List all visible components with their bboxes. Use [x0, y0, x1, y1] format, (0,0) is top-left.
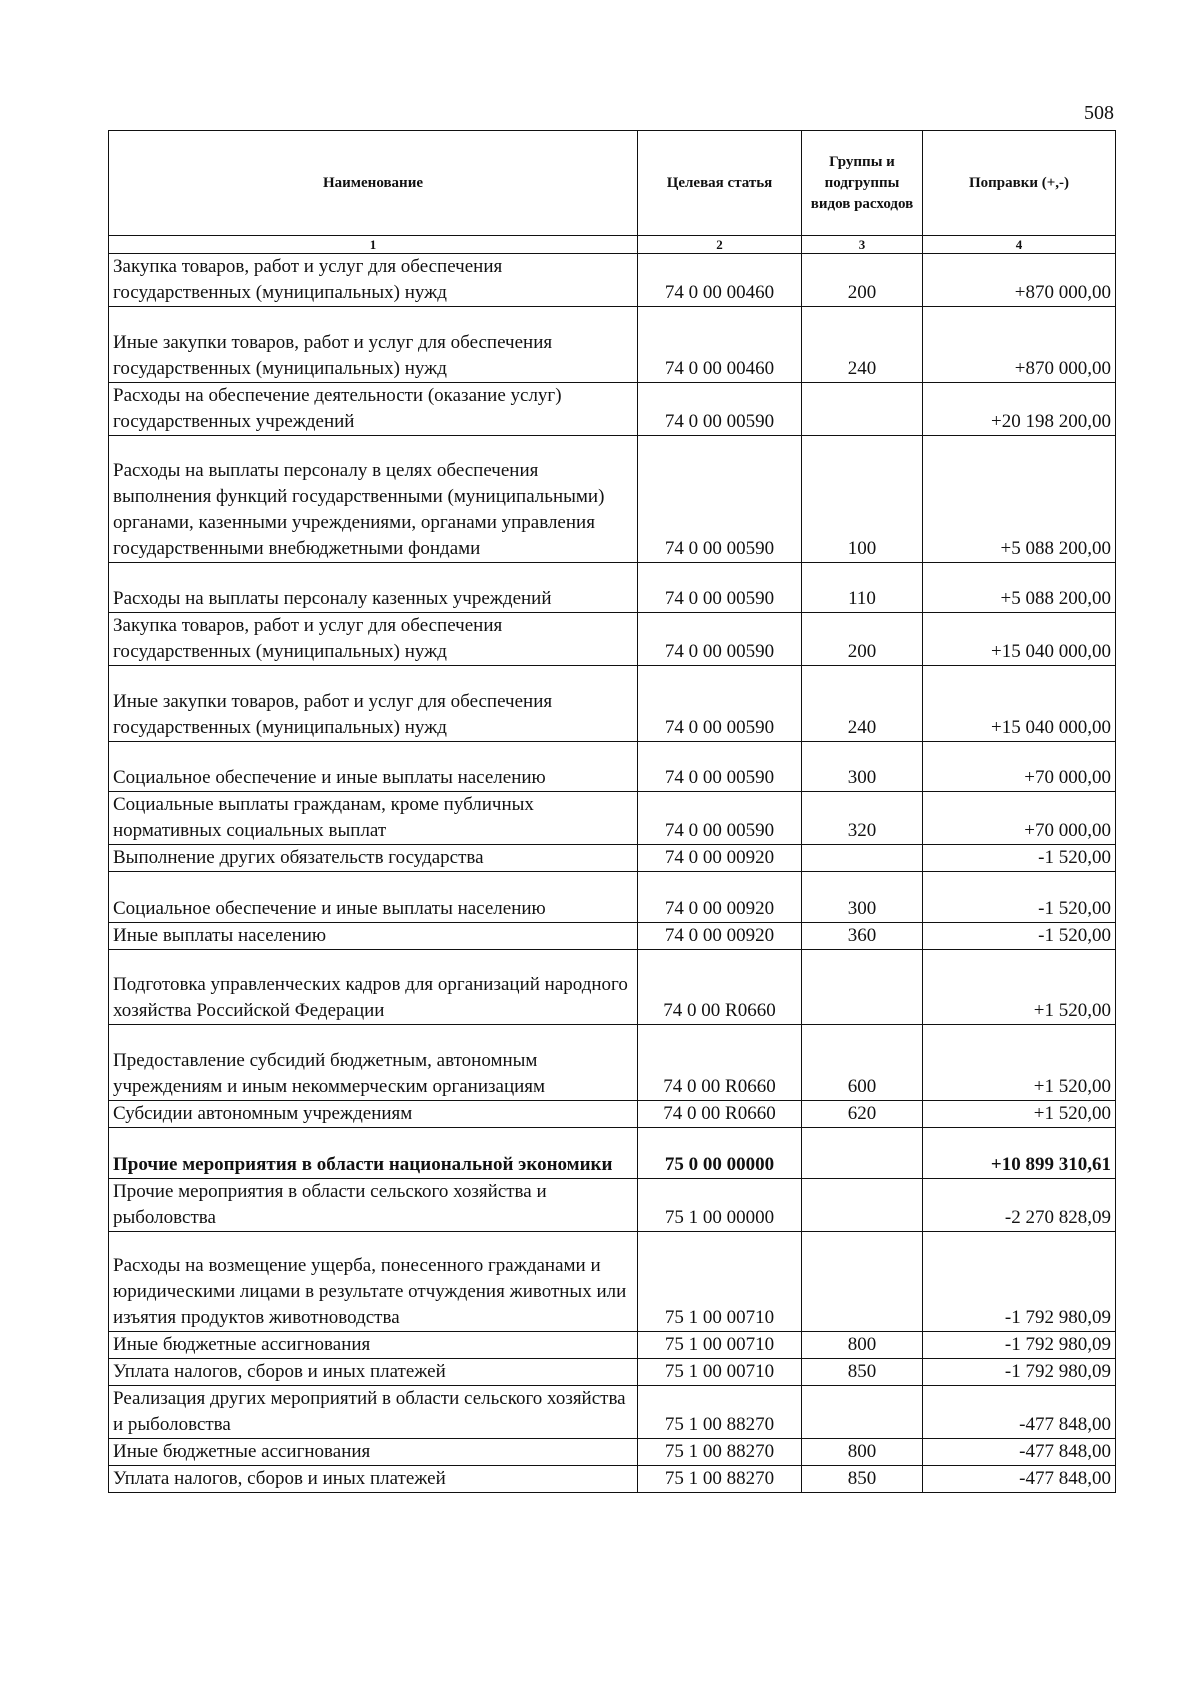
row-group-code: [802, 950, 923, 1025]
table-body: [109, 254, 1116, 1493]
row-amount: +20 198 200,00: [923, 383, 1116, 436]
row-name: Социальное обеспечение и иные выплаты населению: [109, 742, 638, 792]
row-target-code: 74 0 00 00460: [638, 307, 802, 383]
table-row: [109, 1466, 1116, 1493]
row-group-code: 850: [802, 1466, 923, 1493]
table-row: [109, 1025, 1116, 1101]
row-group-code: 100: [802, 436, 923, 563]
table-row: [109, 845, 1116, 872]
row-target-code: 74 0 00 00920: [638, 845, 802, 872]
row-amount: -477 848,00: [923, 1386, 1116, 1439]
row-name: Расходы на возмещение ущерба, понесенного гражданами и юридическими лицами в результате отчуждения животных или изъятия продуктов животноводства: [109, 1232, 638, 1332]
table-row: [109, 1232, 1116, 1332]
row-amount: +1 520,00: [923, 1101, 1116, 1128]
row-group-code: [802, 383, 923, 436]
row-name: Подготовка управленческих кадров для организаций народного хозяйства Российской Федерации: [109, 950, 638, 1025]
row-amount: +15 040 000,00: [923, 613, 1116, 666]
row-name: Расходы на обеспечение деятельности (оказание услуг) государственных учреждений: [109, 383, 638, 436]
row-name: Социальные выплаты гражданам, кроме публичных нормативных социальных выплат: [109, 792, 638, 845]
row-name: Закупка товаров, работ и услуг для обеспечения государственных (муниципальных) нужд: [109, 254, 638, 307]
row-amount: -1 520,00: [923, 872, 1116, 923]
row-target-code: 74 0 00 00590: [638, 666, 802, 742]
row-group-code: [802, 1179, 923, 1232]
row-group-code: 800: [802, 1439, 923, 1466]
row-target-code: 74 0 00 R0660: [638, 1101, 802, 1128]
table-row: [109, 950, 1116, 1025]
row-amount: -1 792 980,09: [923, 1332, 1116, 1359]
row-target-code: 74 0 00 00920: [638, 923, 802, 950]
row-name: Уплата налогов, сборов и иных платежей: [109, 1466, 638, 1493]
row-group-code: [802, 1128, 923, 1179]
row-group-code: 110: [802, 563, 923, 613]
row-name: Прочие мероприятия в области сельского хозяйства и рыболовства: [109, 1179, 638, 1232]
row-target-code: 75 1 00 00710: [638, 1332, 802, 1359]
row-name: Иные бюджетные ассигнования: [109, 1439, 638, 1466]
row-group-code: 320: [802, 792, 923, 845]
row-amount: +1 520,00: [923, 950, 1116, 1025]
table-row: [109, 792, 1116, 845]
row-name: Закупка товаров, работ и услуг для обеспечения государственных (муниципальных) нужд: [109, 613, 638, 666]
row-target-code: 74 0 00 00460: [638, 254, 802, 307]
row-target-code: 75 1 00 00710: [638, 1232, 802, 1332]
row-amount: +870 000,00: [923, 307, 1116, 383]
row-target-code: 75 1 00 00000: [638, 1179, 802, 1232]
row-target-code: 74 0 00 00590: [638, 563, 802, 613]
row-group-code: [802, 845, 923, 872]
table-row: [109, 1128, 1116, 1179]
row-group-code: 300: [802, 872, 923, 923]
row-target-code: 75 1 00 88270: [638, 1439, 802, 1466]
row-name: Иные закупки товаров, работ и услуг для обеспечения государственных (муниципальных) нужд: [109, 307, 638, 383]
row-amount: -1 520,00: [923, 923, 1116, 950]
row-group-code: 200: [802, 254, 923, 307]
row-target-code: 75 1 00 88270: [638, 1466, 802, 1493]
table-row: [109, 742, 1116, 792]
table-row: [109, 1179, 1116, 1232]
row-name: Социальное обеспечение и иные выплаты населению: [109, 872, 638, 923]
row-amount: +5 088 200,00: [923, 436, 1116, 563]
row-name: Расходы на выплаты персоналу казенных учреждений: [109, 563, 638, 613]
table-row: [109, 1101, 1116, 1128]
table-row: [109, 254, 1116, 307]
table-row: [109, 666, 1116, 742]
row-target-code: 75 1 00 00710: [638, 1359, 802, 1386]
row-target-code: 74 0 00 00590: [638, 792, 802, 845]
row-group-code: 360: [802, 923, 923, 950]
table-row: [109, 1332, 1116, 1359]
row-target-code: 74 0 00 00590: [638, 383, 802, 436]
row-target-code: 74 0 00 R0660: [638, 950, 802, 1025]
row-amount: -2 270 828,09: [923, 1179, 1116, 1232]
row-amount: -1 520,00: [923, 845, 1116, 872]
column-number: 1: [109, 236, 638, 254]
row-amount: +5 088 200,00: [923, 563, 1116, 613]
row-name: Субсидии автономным учреждениям: [109, 1101, 638, 1128]
column-number-row: [109, 236, 1116, 254]
row-group-code: [802, 1386, 923, 1439]
header-amount: Поправки (+,-): [923, 131, 1116, 236]
row-amount: +1 520,00: [923, 1025, 1116, 1101]
header-group: Группы и подгруппы видов расходов: [802, 131, 923, 236]
row-group-code: 240: [802, 666, 923, 742]
row-target-code: 74 0 00 00590: [638, 436, 802, 563]
header-name: Наименование: [109, 131, 638, 236]
row-name: Иные выплаты населению: [109, 923, 638, 950]
row-amount: -477 848,00: [923, 1439, 1116, 1466]
row-name: Реализация других мероприятий в области сельского хозяйства и рыболовства: [109, 1386, 638, 1439]
row-target-code: 74 0 00 R0660: [638, 1025, 802, 1101]
table-row: [109, 872, 1116, 923]
page-number: 508: [1084, 102, 1114, 124]
row-group-code: 200: [802, 613, 923, 666]
table-row: [109, 1359, 1116, 1386]
row-amount: -1 792 980,09: [923, 1232, 1116, 1332]
row-name: Иные закупки товаров, работ и услуг для обеспечения государственных (муниципальных) нужд: [109, 666, 638, 742]
column-number: 3: [802, 236, 923, 254]
column-number: 2: [638, 236, 802, 254]
row-amount: +70 000,00: [923, 792, 1116, 845]
row-name: Прочие мероприятия в области национальной экономики: [109, 1128, 638, 1179]
row-amount: -477 848,00: [923, 1466, 1116, 1493]
budget-table: [108, 130, 1116, 1493]
row-group-code: 240: [802, 307, 923, 383]
row-target-code: 74 0 00 00590: [638, 613, 802, 666]
row-amount: +870 000,00: [923, 254, 1116, 307]
row-group-code: 800: [802, 1332, 923, 1359]
row-group-code: 300: [802, 742, 923, 792]
table-row: [109, 1386, 1116, 1439]
column-number: 4: [923, 236, 1116, 254]
row-group-code: [802, 1232, 923, 1332]
table-header: [109, 131, 1116, 254]
row-group-code: 600: [802, 1025, 923, 1101]
row-group-code: 850: [802, 1359, 923, 1386]
row-target-code: 74 0 00 00920: [638, 872, 802, 923]
row-name: Выполнение других обязательств государства: [109, 845, 638, 872]
row-amount: +10 899 310,61: [923, 1128, 1116, 1179]
table-row: [109, 307, 1116, 383]
row-name: Уплата налогов, сборов и иных платежей: [109, 1359, 638, 1386]
row-target-code: 75 1 00 88270: [638, 1386, 802, 1439]
table-row: [109, 436, 1116, 563]
row-amount: +15 040 000,00: [923, 666, 1116, 742]
table-row: [109, 383, 1116, 436]
row-amount: -1 792 980,09: [923, 1359, 1116, 1386]
table-row: [109, 1439, 1116, 1466]
row-name: Предоставление субсидий бюджетным, автономным учреждениям и иным некоммерческим организациям: [109, 1025, 638, 1101]
row-name: Иные бюджетные ассигнования: [109, 1332, 638, 1359]
row-name: Расходы на выплаты персоналу в целях обеспечения выполнения функций государственными (муниципальными) органами, казенными учреждениями, органами управления государственными внебюджетными фондами: [109, 436, 638, 563]
row-group-code: 620: [802, 1101, 923, 1128]
row-target-code: 75 0 00 00000: [638, 1128, 802, 1179]
table-row: [109, 613, 1116, 666]
table-row: [109, 563, 1116, 613]
row-amount: +70 000,00: [923, 742, 1116, 792]
table-row: [109, 923, 1116, 950]
row-target-code: 74 0 00 00590: [638, 742, 802, 792]
header-target: Целевая статья: [638, 131, 802, 236]
